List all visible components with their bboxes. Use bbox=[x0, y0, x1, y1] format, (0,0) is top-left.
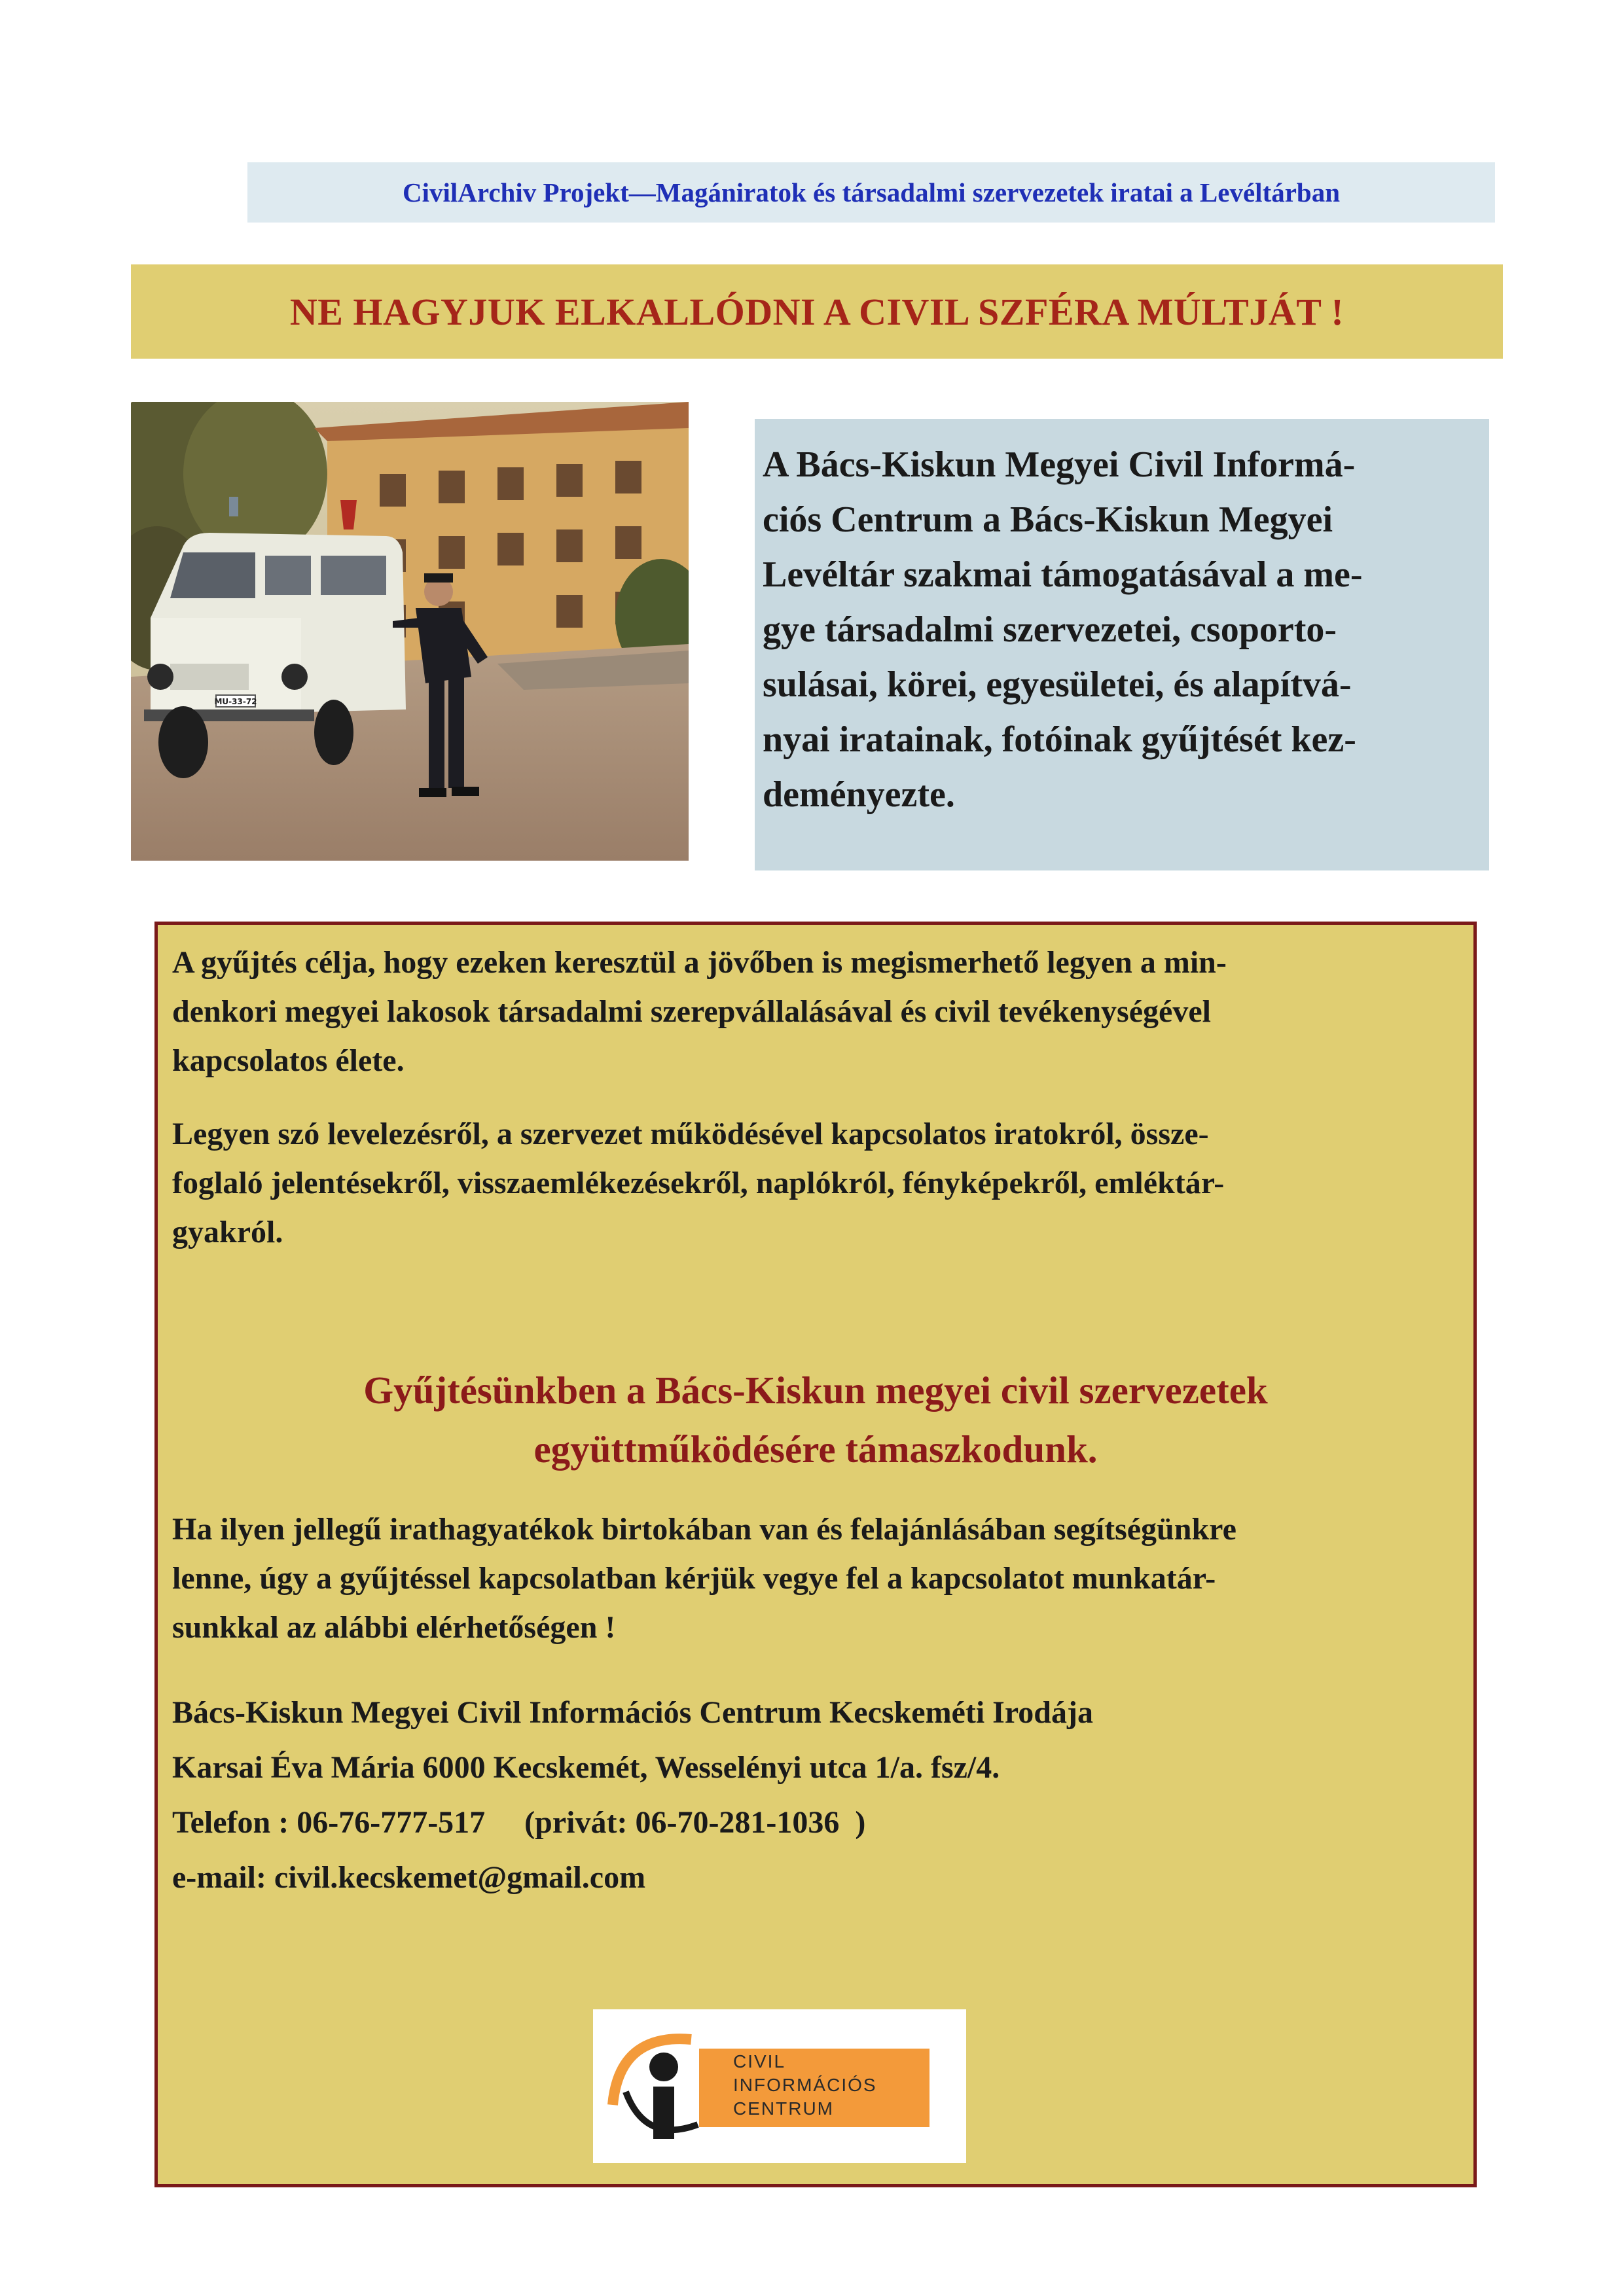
paragraph-line: denkori megyei lakosok társadalmi szerepvállalásával és civil tevékenységével bbox=[172, 994, 1211, 1029]
paragraph-line: gyakról. bbox=[172, 1215, 283, 1249]
paragraph-line: Legyen szó levelezésről, a szervezet működésével kapcsolatos iratokról, össze- bbox=[172, 1117, 1209, 1151]
purpose-paragraph bbox=[172, 938, 1460, 1085]
logo-orange-panel bbox=[699, 2049, 929, 2127]
paragraph-line: kapcsolatos élete. bbox=[172, 1043, 405, 1078]
paragraph-line: A gyűjtés célja, hogy ezeken keresztül a jövőben is megismerhető legyen a min- bbox=[172, 945, 1227, 980]
intro-line: Levéltár szakmai támogatásával a me- bbox=[763, 554, 1363, 595]
license-plate: MU-33-72 bbox=[214, 697, 257, 706]
main-title-text: NE HAGYJUK ELKALLÓDNI A CIVIL SZFÉRA MÚLTJÁT ! bbox=[289, 290, 1344, 333]
logo-text-informacios: INFORMÁCIÓS bbox=[733, 2075, 877, 2095]
paragraph-line: sunkkal az alábbi elérhetőségen ! bbox=[172, 1610, 616, 1645]
highlight-line: Gyűjtésünkben a Bács-Kiskun megyei civil szervezetek bbox=[363, 1369, 1268, 1412]
intro-line: A Bács-Kiskun Megyei Civil Informá- bbox=[763, 444, 1356, 485]
materials-paragraph bbox=[172, 1109, 1460, 1257]
contact-request-paragraph bbox=[172, 1505, 1460, 1652]
intro-line: ciós Centrum a Bács-Kiskun Megyei bbox=[763, 499, 1333, 540]
logo-i-icon bbox=[606, 2020, 711, 2151]
intro-line: sulásai, körei, egyesületei, és alapítvá- bbox=[763, 664, 1352, 705]
civil-informacios-centrum-logo bbox=[593, 2009, 966, 2163]
main-content-box bbox=[154, 922, 1477, 2187]
paragraph-line: foglaló jelentésekről, visszaemlékezésekről, naplókról, fényképekről, emléktár- bbox=[172, 1166, 1225, 1200]
ambulance-photo bbox=[131, 402, 689, 861]
project-header bbox=[247, 162, 1495, 223]
email-address[interactable]: e-mail: civil.kecskemet@gmail.com bbox=[172, 1860, 646, 1895]
highlight-line: együttműködésére támaszkodunk. bbox=[533, 1427, 1098, 1471]
intro-line: gye társadalmi szervezetei, csoporto- bbox=[763, 609, 1337, 650]
logo-text-centrum: CENTRUM bbox=[733, 2098, 834, 2119]
project-header-text: CivilArchiv Projekt—Magániratok és társadalmi szervezetek iratai a Levéltárban bbox=[402, 177, 1341, 207]
cooperation-highlight bbox=[158, 1361, 1473, 1479]
paragraph-line: lenne, úgy a gyűjtéssel kapcsolatban kérjük vegye fel a kapcsolatot munkatár- bbox=[172, 1561, 1216, 1596]
office-name: Bács-Kiskun Megyei Civil Információs Centrum Kecskeméti Irodája bbox=[172, 1695, 1093, 1730]
intro-line: deményezte. bbox=[763, 774, 955, 815]
phone-number: Telefon : 06-76-777-517 (privát: 06-70-281-1036 ) bbox=[172, 1805, 866, 1840]
main-title bbox=[131, 264, 1503, 359]
office-address: Karsai Éva Mária 6000 Kecskemét, Wesselényi utca 1/a. fsz/4. bbox=[172, 1750, 1000, 1785]
intro-box bbox=[755, 419, 1489, 870]
intro-line: nyai iratainak, fotóinak gyűjtését kez- bbox=[763, 719, 1356, 760]
logo-text-civil: CIVIL bbox=[733, 2051, 786, 2072]
paragraph-line: Ha ilyen jellegű irathagyatékok birtokában van és felajánlásában segítségünkre bbox=[172, 1512, 1236, 1547]
